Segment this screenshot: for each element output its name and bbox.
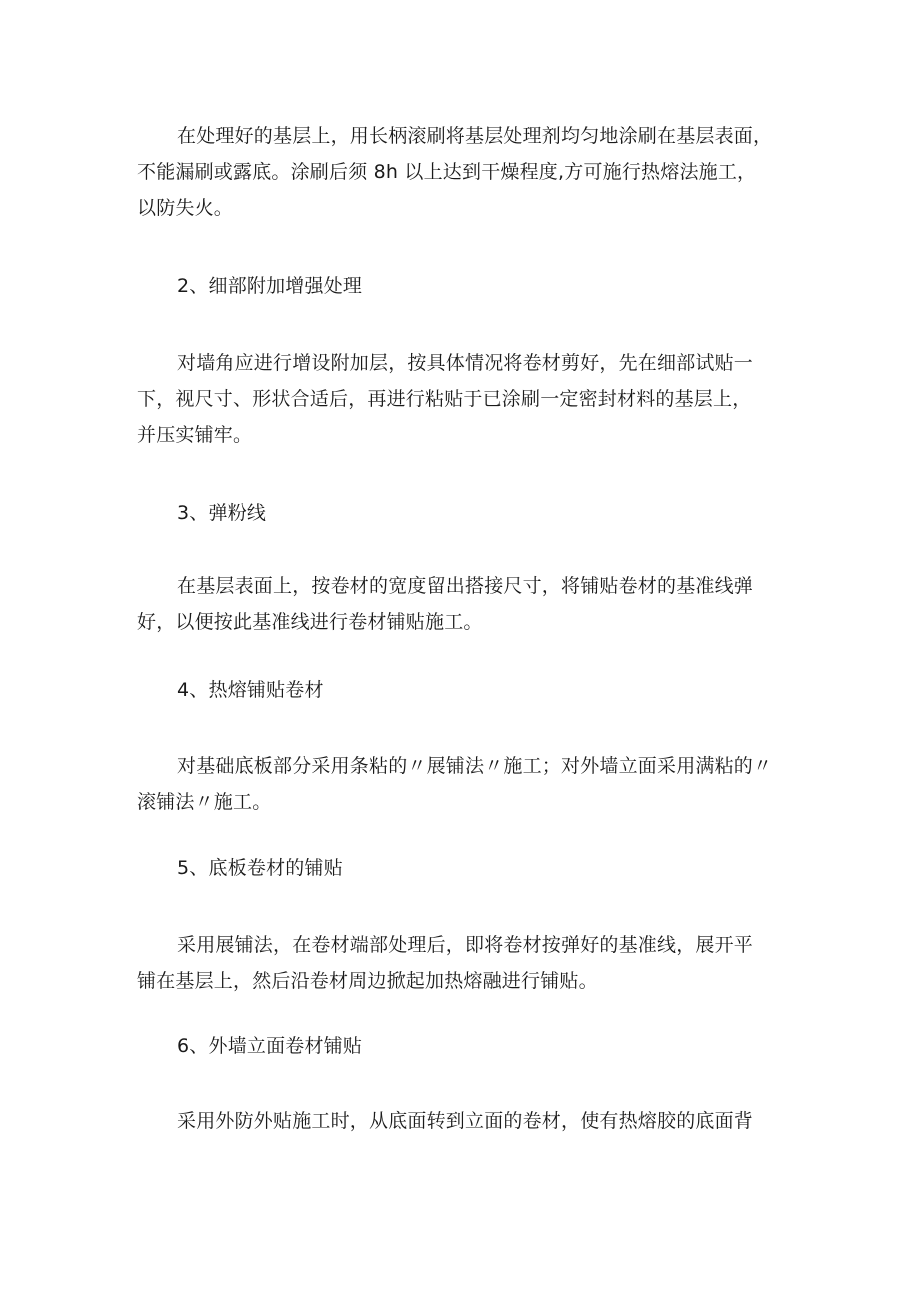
- paragraph-floor-membrane: [137, 927, 817, 999]
- text-line: 采用外防外贴施工时，从底面转到立面的卷材，使有热熔胶的底面背: [177, 1110, 754, 1132]
- paragraph-hot-melt-laying: [137, 748, 817, 820]
- text-line: 不能漏刷或露底。涂刷后须 8h 以上达到干燥程度,方可施行热熔法施工，: [137, 161, 757, 183]
- paragraph-wall-membrane: [137, 1103, 817, 1139]
- section-heading: 5、底板卷材的铺贴: [177, 857, 343, 879]
- section-heading: 2、细部附加增强处理: [177, 275, 363, 297]
- section-heading: 3、弹粉线: [177, 502, 267, 524]
- heading-floor-membrane: [137, 850, 817, 886]
- heading-hot-melt-laying: [137, 672, 817, 708]
- text-line: 下，视尺寸、形状合适后，再进行粘贴于已涂刷一定密封材料的基层上，: [137, 388, 752, 410]
- text-line: 并压实铺牢。: [137, 424, 253, 446]
- text-line: 铺在基层上，然后沿卷材周边掀起加热熔融进行铺贴。: [137, 970, 598, 992]
- text-line: 在基层表面上，按卷材的宽度留出搭接尺寸，将铺贴卷材的基准线弹: [177, 575, 754, 597]
- paragraph-detail-reinforcement: [137, 345, 817, 453]
- section-heading: 6、外墙立面卷材铺贴: [177, 1035, 363, 1057]
- paragraph-base-coat: [137, 118, 817, 226]
- text-line: 好，以便按此基准线进行卷材铺贴施工。: [137, 611, 483, 633]
- text-line: 以防失火。: [137, 197, 234, 219]
- section-heading: 4、热熔铺贴卷材: [177, 679, 324, 701]
- text-line: 对基础底板部分采用条粘的〃展铺法〃施工；对外墙立面采用满粘的〃: [177, 755, 773, 777]
- text-line: 在处理好的基层上，用长柄滚刷将基层处理剂均匀地涂刷在基层表面，: [177, 125, 773, 147]
- text-line: 对墙角应进行增设附加层，按具体情况将卷材剪好，先在细部试贴一: [177, 352, 754, 374]
- heading-detail-reinforcement: [137, 268, 817, 304]
- text-line: 滚铺法〃施工。: [137, 791, 272, 813]
- text-line: 采用展铺法，在卷材端部处理后，即将卷材按弹好的基准线，展开平: [177, 934, 754, 956]
- heading-wall-membrane: [137, 1028, 817, 1064]
- heading-chalk-line: [137, 495, 817, 531]
- paragraph-chalk-line: [137, 568, 817, 640]
